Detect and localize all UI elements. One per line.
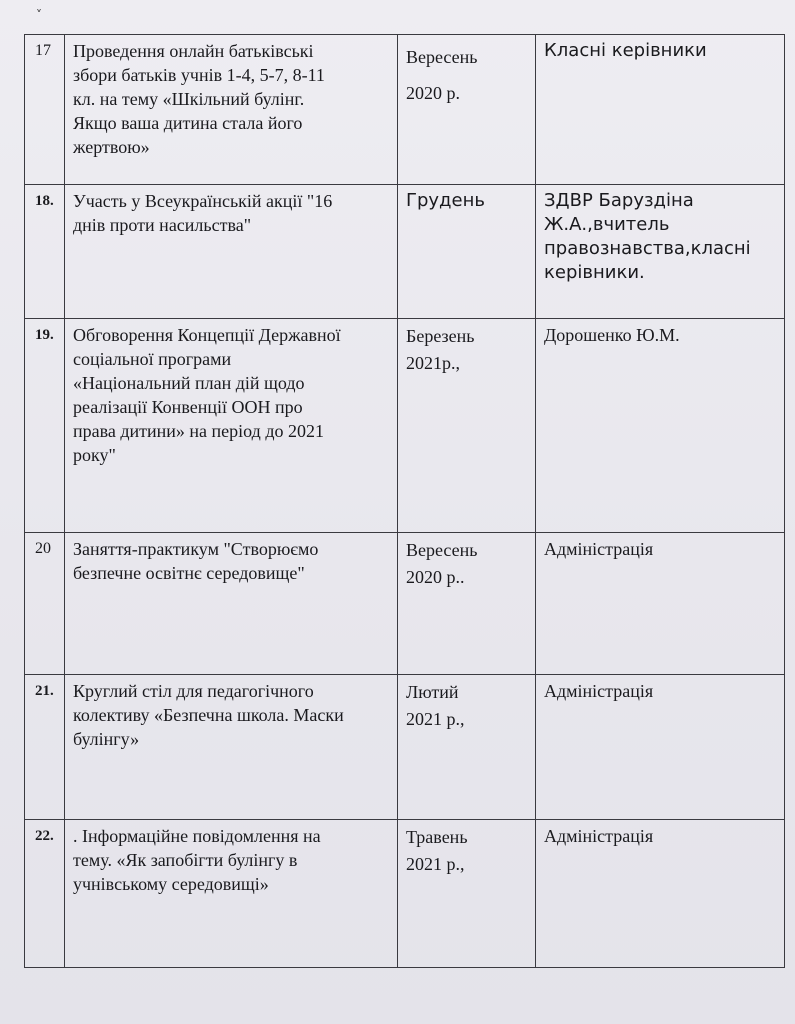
table-row <box>25 185 785 319</box>
row-number: 22. <box>25 820 65 968</box>
table-row <box>25 675 785 820</box>
responsible-person: Адміністрація <box>536 533 785 675</box>
responsible-person: Дорошенко Ю.М. <box>536 319 785 533</box>
row-number: 18. <box>25 185 65 319</box>
event-description: Участь у Всеукраїнській акції "16 днів проти насильства" <box>65 185 398 319</box>
event-description: Заняття-практикум "Створюємо безпечне освітнє середовище" <box>65 533 398 675</box>
event-description: Проведення онлайн батьківські збори батьків учнів 1-4, 5-7, 8-11 кл. на тему «Шкільний булінг. Якщо ваша дитина стала його жертвою» <box>65 35 398 185</box>
event-date: Лютий 2021 р., <box>398 675 536 820</box>
event-date: Травень 2021 р., <box>398 820 536 968</box>
responsible-person: Адміністрація <box>536 820 785 968</box>
row-number: 19. <box>25 319 65 533</box>
table-row <box>25 533 785 675</box>
table-row <box>25 35 785 185</box>
responsible-person: ЗДВР Баруздіна Ж.А.,вчитель правознавства,класні керівники. <box>536 185 785 319</box>
table-row <box>25 820 785 968</box>
events-table <box>24 34 785 968</box>
event-description: Круглий стіл для педагогічного колективу «Безпечна школа. Маски булінгу» <box>65 675 398 820</box>
table-row <box>25 319 785 533</box>
event-date: Грудень <box>398 185 536 319</box>
corner-mark: ˅ <box>36 8 42 22</box>
event-date: Березень 2021р., <box>398 319 536 533</box>
row-number: 20 <box>25 533 65 675</box>
event-date: Вересень 2020 р.. <box>398 533 536 675</box>
row-number: 17 <box>25 35 65 185</box>
responsible-person: Класні керівники <box>536 35 785 185</box>
event-description: . Інформаційне повідомлення на тему. «Як запобігти булінгу в учнівському середовищі» <box>65 820 398 968</box>
event-description: Обговорення Концепції Державної соціальної програми «Національний план дій щодо реалізації Конвенції ООН про права дитини» на період до 2021 року" <box>65 319 398 533</box>
responsible-person: Адміністрація <box>536 675 785 820</box>
event-date: Вересень 2020 р. <box>398 35 536 185</box>
row-number: 21. <box>25 675 65 820</box>
